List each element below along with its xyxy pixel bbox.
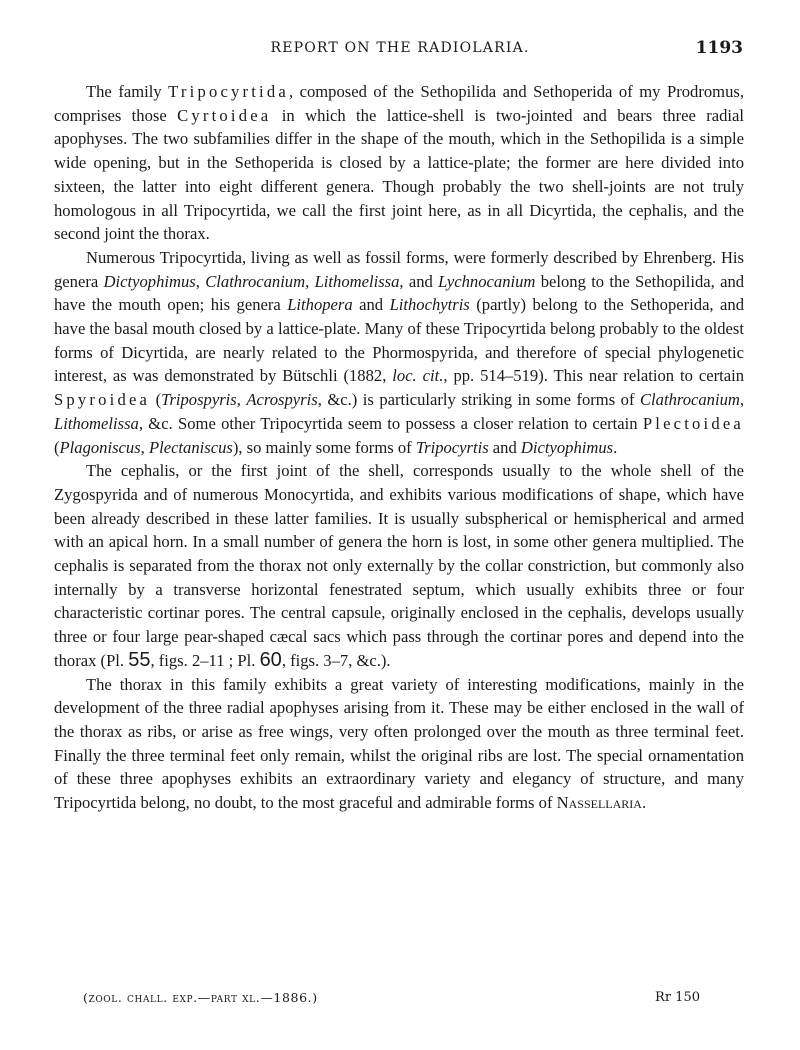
text-run: ( — [54, 437, 60, 457]
genus-name: Tripospyris — [161, 390, 237, 410]
text-run: The family — [86, 82, 169, 101]
body-text — [54, 80, 744, 815]
genus-name: Tripocyrtis — [415, 437, 489, 457]
text-run: , &c. Some other Tripocyrtida seem to possess a closer relation to certain — [138, 413, 643, 433]
plate-number: 60 — [259, 648, 282, 671]
text-run: , composed of the Sethopilida and Sethoperida of my Prodromus, comprises those — [54, 82, 744, 125]
text-run: and — [488, 437, 521, 457]
text-run: (partly) belong to the Sethoperida, and have the basal mouth closed by a lattice-plate. Many of these Tripocyrtida belong probably to the oldest forms of Dicyrtida, are nearly related to the Phormospyrida, and therefore of special phylogenetic interest, as was demonstrated by Bütschli (1882, — [54, 295, 744, 386]
text-run: . — [641, 793, 647, 813]
paragraph-3 — [54, 459, 744, 672]
page-footer — [0, 990, 800, 1014]
sheet-mark: Rr 150 — [655, 990, 700, 1005]
text-run: in which the lattice-shell is two-jointed and bears three radial apophyses. The two subfamilies differ in the shape of the mouth, which in the Sethopilida is a simple wide opening, but in the Sethoperida is closed by a lattice-plate; the former are here divided into sixteen, the latter into eight different genera. Though probably the two shell-joints are not truly homologous in all Tripocyrtida, we call the first joint here, as in all Dicyrtida, the cephalis, and the second joint the thorax. — [54, 105, 744, 244]
text-run: The cephalis, or the first joint of the shell, corresponds usually to the whole shell of the Zygospyrida and of numerous Monocyrtida, and exhibits various modifications of shape, which have been already described in these latter families. It is usually subspherical or hemispherical and armed with an apical horn. In a small number of genera the horn is lost, in some other genera multiplied. The cephalis is separated from the thorax not only externally by the collar constriction, but commonly also internally by a transverse horizontal fenestrated septum, which usually exhibits three or four characteristic cortinar pores. The central capsule, originally enclosed in the cephalis, develops usually three or four large pear-shaped cæcal sacs which pass through the cortinar pores and depend into the thorax (Pl. — [54, 461, 744, 670]
text-run: , — [739, 390, 745, 410]
spaced-term: Tripocyrtida — [168, 82, 289, 101]
genus-name: Clathrocanium — [639, 390, 740, 410]
text-run: , — [305, 271, 315, 291]
spaced-term: Cyrtoidea — [177, 105, 272, 125]
genus-name: Lychnocanium — [438, 271, 536, 291]
text-run: , &c.) is particularly striking in some forms of — [317, 390, 640, 410]
genus-name: Lithopera — [287, 295, 353, 315]
text-run: , figs. 3–7, &c.). — [281, 650, 391, 670]
text-run: ( — [150, 390, 162, 410]
genus-name: Plectaniscus — [148, 437, 233, 457]
spaced-term: Spyroidea — [54, 390, 151, 410]
text-run: , — [195, 271, 206, 291]
text-run: . — [613, 437, 618, 457]
text-run: Numerous Tripocyrtida, living as well as fossil forms, were formerly described by Ehrenberg. His genera — [54, 247, 744, 291]
text-run: , — [236, 390, 247, 410]
genus-name: Plagoniscus — [59, 437, 141, 457]
running-head: REPORT ON THE RADIOLARIA. — [270, 40, 530, 56]
text-run: The thorax in this family exhibits a great variety of interesting modifications, mainly in the development of the three radial apophyses arising from it. These may be either enclosed in the wall of the thorax as ribs, or arise as free wings, very often prolonged over the mouth as three terminal feet. Finally the three terminal feet only remain, whilst the original ribs are lost. The special ornamentation of these three apophyses exhibits an extraordinary variety and elegancy of structure, and many Tripocyrtida belong, no doubt, to the most graceful and admirable forms of — [54, 674, 744, 813]
spaced-term: Plectoidea — [642, 413, 744, 433]
genus-name: Dictyophimus — [103, 271, 196, 291]
small-caps-term: Nassellaria — [556, 793, 642, 813]
text-run: , and — [399, 271, 439, 291]
genus-name: Dictyophimus — [520, 437, 614, 457]
text-run: and — [352, 295, 390, 315]
paragraph-1 — [54, 80, 744, 246]
genus-name: Lithomelissa — [54, 413, 139, 433]
text-run: , — [140, 437, 149, 457]
text-run: belong to the Sethopilida, and have the mouth open; his genera — [54, 271, 745, 315]
text-run: , figs. 2–11 ; Pl. — [150, 650, 260, 670]
genus-name: Lithochytris — [389, 295, 470, 315]
citation-abbrev: loc. cit. — [392, 366, 444, 386]
text-run: , pp. 514–519). This near relation to certain — [443, 366, 744, 386]
text-run: ), so mainly some forms of — [232, 437, 416, 457]
genus-name: Lithomelissa — [314, 271, 400, 291]
page-number: 1193 — [695, 38, 743, 58]
genus-name: Clathrocanium — [205, 271, 306, 291]
signature-mark: (zool. chall. exp.—part xl.—1886.) — [83, 990, 318, 1005]
plate-number: 55 — [128, 648, 151, 671]
paragraph-2 — [54, 246, 744, 459]
page-header — [0, 38, 800, 64]
paragraph-4 — [54, 673, 744, 815]
genus-name: Acrospyris — [246, 390, 318, 410]
